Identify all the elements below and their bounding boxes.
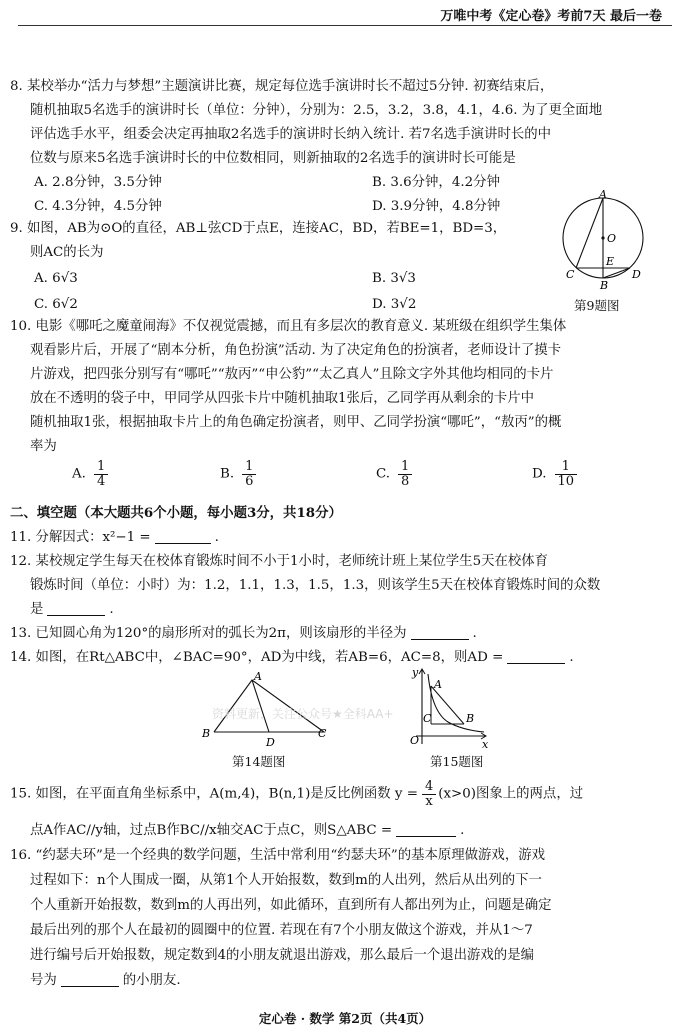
q15-label-a: A <box>434 678 442 691</box>
q15-label-x: x <box>482 738 489 750</box>
q9-option-d: D. 3√2 <box>372 297 417 312</box>
q16-line-6: 号为 的小朋友. <box>30 973 181 988</box>
q8-line-2: 随机抽取5名选手的演讲时长（单位：分钟），分别为：2.5，3.2，3.8，4.1，4.6. 为了更全面地 <box>30 103 603 118</box>
q10-option-b: B. $\frac{1}{6}$ <box>220 460 256 488</box>
q8-option-d: D. 3.9分钟，4.8分钟 <box>372 199 501 214</box>
section-fill-in-heading: 二、填空题（本大题共6个小题，每小题3分，共18分） <box>10 505 342 521</box>
question-14: 14. 如图，在Rt△ABC中，∠BAC=90°，AD为中线，若AB=6，AC=8，则AD = . <box>10 650 574 665</box>
q10-option-a: A. $\frac{1}{4}$ <box>72 460 108 488</box>
q9-label-c: C <box>566 268 575 281</box>
q12-line-3: 是 . <box>30 602 114 617</box>
q14-caption: 第14题图 <box>232 754 286 769</box>
q10-line-2: 观看影片后，开展了“剧本分析，角色扮演”活动. 为了决定角色的扮演者，老师设计了摸卡 <box>30 343 562 358</box>
question-13: 13. 已知圆心角为120°的扇形所对的弧长为2π，则该扇形的半径为 . <box>10 626 477 641</box>
q14-answer-blank[interactable] <box>507 662 565 664</box>
q9-caption: 第9题图 <box>574 298 620 313</box>
q9-label-b: B <box>600 279 609 290</box>
q14-label-c: C <box>318 727 327 740</box>
q9-circle-figure <box>556 190 646 290</box>
q12-line-2: 锻炼时间（单位：小时）为：1.2，1.1，1.3，1.5，1.3，则该学生5天在校体育锻炼时间的众数 <box>30 578 601 593</box>
q10-option-c: C. $\frac{1}{8}$ <box>376 460 412 488</box>
q9-option-c: C. 6√2 <box>34 297 78 312</box>
q8-option-b: B. 3.6分钟，4.2分钟 <box>372 175 500 190</box>
q8-line-3: 评估选手水平，组委会决定再抽取2名选手的演讲时长纳入统计. 若7名选手演讲时长的中 <box>30 127 552 142</box>
q9-label-o: O <box>607 232 617 245</box>
q16-line-1: 16. “约瑟夫环”是一个经典的数学问题，生活中常利用“约瑟夫环”的基本原理做游戏，游戏 <box>10 848 545 863</box>
q9-label-d: D <box>632 268 641 281</box>
q15-line-1: 15. 如图，在平面直角坐标系中，A(m,4)，B(n,1)是反比例函数 y = $\frac{4}{x}$ (x>0)图象上的两点，过 <box>10 779 584 809</box>
q15-line-2: 点A作AC//y轴，过点B作BC//x轴交AC于点C，则S△ABC = . <box>30 823 465 838</box>
q12-answer-blank[interactable] <box>47 614 105 616</box>
q15-caption: 第15题图 <box>430 754 484 769</box>
q15-graph-figure <box>404 664 494 750</box>
q9-line-1: 9. 如图，AB为⊙O的直径，AB⊥弦CD于点E，连接AC，BD，若BE=1，BD=3， <box>10 221 507 236</box>
q15-label-o: O <box>410 734 420 747</box>
q12-line-1: 12. 某校规定学生每天在校体育锻炼时间不小于1小时，老师统计班上某位学生5天在校体育 <box>10 554 549 569</box>
q14-label-d: D <box>266 736 275 749</box>
q16-line-3: 个人重新开始报数，数到m的人再出列，如此循环，直到所有人都出列为止，问题是确定 <box>30 898 552 913</box>
q10-line-5: 随机抽取1张，根据抽取卡片上的角色确定扮演者，则甲、乙同学扮演“哪吒”，“敖丙”的概 <box>30 415 562 430</box>
q9-label-a: A <box>599 190 607 201</box>
q15-answer-blank[interactable] <box>396 835 456 837</box>
q11-answer-blank[interactable] <box>155 542 211 544</box>
watermark: 资料更新，关注公众号★全科AA+ <box>212 707 394 721</box>
q10-line-6: 率为 <box>30 439 57 454</box>
q8-line-1: 8. 某校举办“活力与梦想”主题演讲比赛，规定每位选手演讲时长不超过5分钟. 初赛结束后， <box>10 79 554 94</box>
q8-line-4: 位数与原来5名选手演讲时长的中位数相同，则新抽取的2名选手的演讲时长可能是 <box>30 151 516 166</box>
q8-option-a: A. 2.8分钟，3.5分钟 <box>34 175 162 190</box>
page-footer: 定心卷 · 数学 第2页（共4页） <box>258 1011 432 1026</box>
q9-option-b: B. 3√3 <box>372 271 416 286</box>
q16-line-4: 最后出列的那个人在最初的圆圈中的位置. 若现在有7个小朋友做这个游戏，并从1～7 <box>30 923 533 938</box>
q10-line-1: 10. 电影《哪吒之魔童闹海》不仅视觉震撼，而且有多层次的教育意义. 某班级在组织学生集体 <box>10 319 567 334</box>
q15-label-c: C <box>423 712 432 725</box>
q9-label-e: E <box>606 255 615 268</box>
q14-label-b: B <box>202 727 211 740</box>
page-header: 万唯中考《定心卷》考前7天 最后一卷 <box>440 9 662 24</box>
q9-line-2: 则AC的长为 <box>30 245 104 260</box>
q14-label-a: A <box>254 670 262 683</box>
q10-line-3: 片游戏，把四张分别写有“哪吒”“敖丙”“申公豹”“太乙真人”且除文字外其他均相同的卡片 <box>30 367 554 382</box>
q15-label-b: B <box>466 712 475 725</box>
q16-answer-blank[interactable] <box>61 985 119 987</box>
q16-line-5: 进行编号后开始报数，规定数到4的小朋友就退出游戏，那么最后一个退出游戏的是编 <box>30 948 534 963</box>
q10-option-d: D. $\frac{1}{10}$ <box>532 460 577 488</box>
q13-answer-blank[interactable] <box>411 638 469 640</box>
header-divider <box>18 25 672 26</box>
q9-option-a: A. 6√3 <box>34 271 78 286</box>
q16-line-2: 过程如下：n个人围成一圈，从第1个人开始报数，数到m的人出列，然后从出列的下一 <box>30 873 542 888</box>
q8-option-c: C. 4.3分钟，4.5分钟 <box>34 199 162 214</box>
question-11: 11. 分解因式：x²−1 = . <box>10 530 219 545</box>
q10-line-4: 放在不透明的袋子中，甲同学从四张卡片中随机抽取1张后，乙同学再从剩余的卡片中 <box>30 391 534 406</box>
q15-label-y: y <box>412 666 419 679</box>
